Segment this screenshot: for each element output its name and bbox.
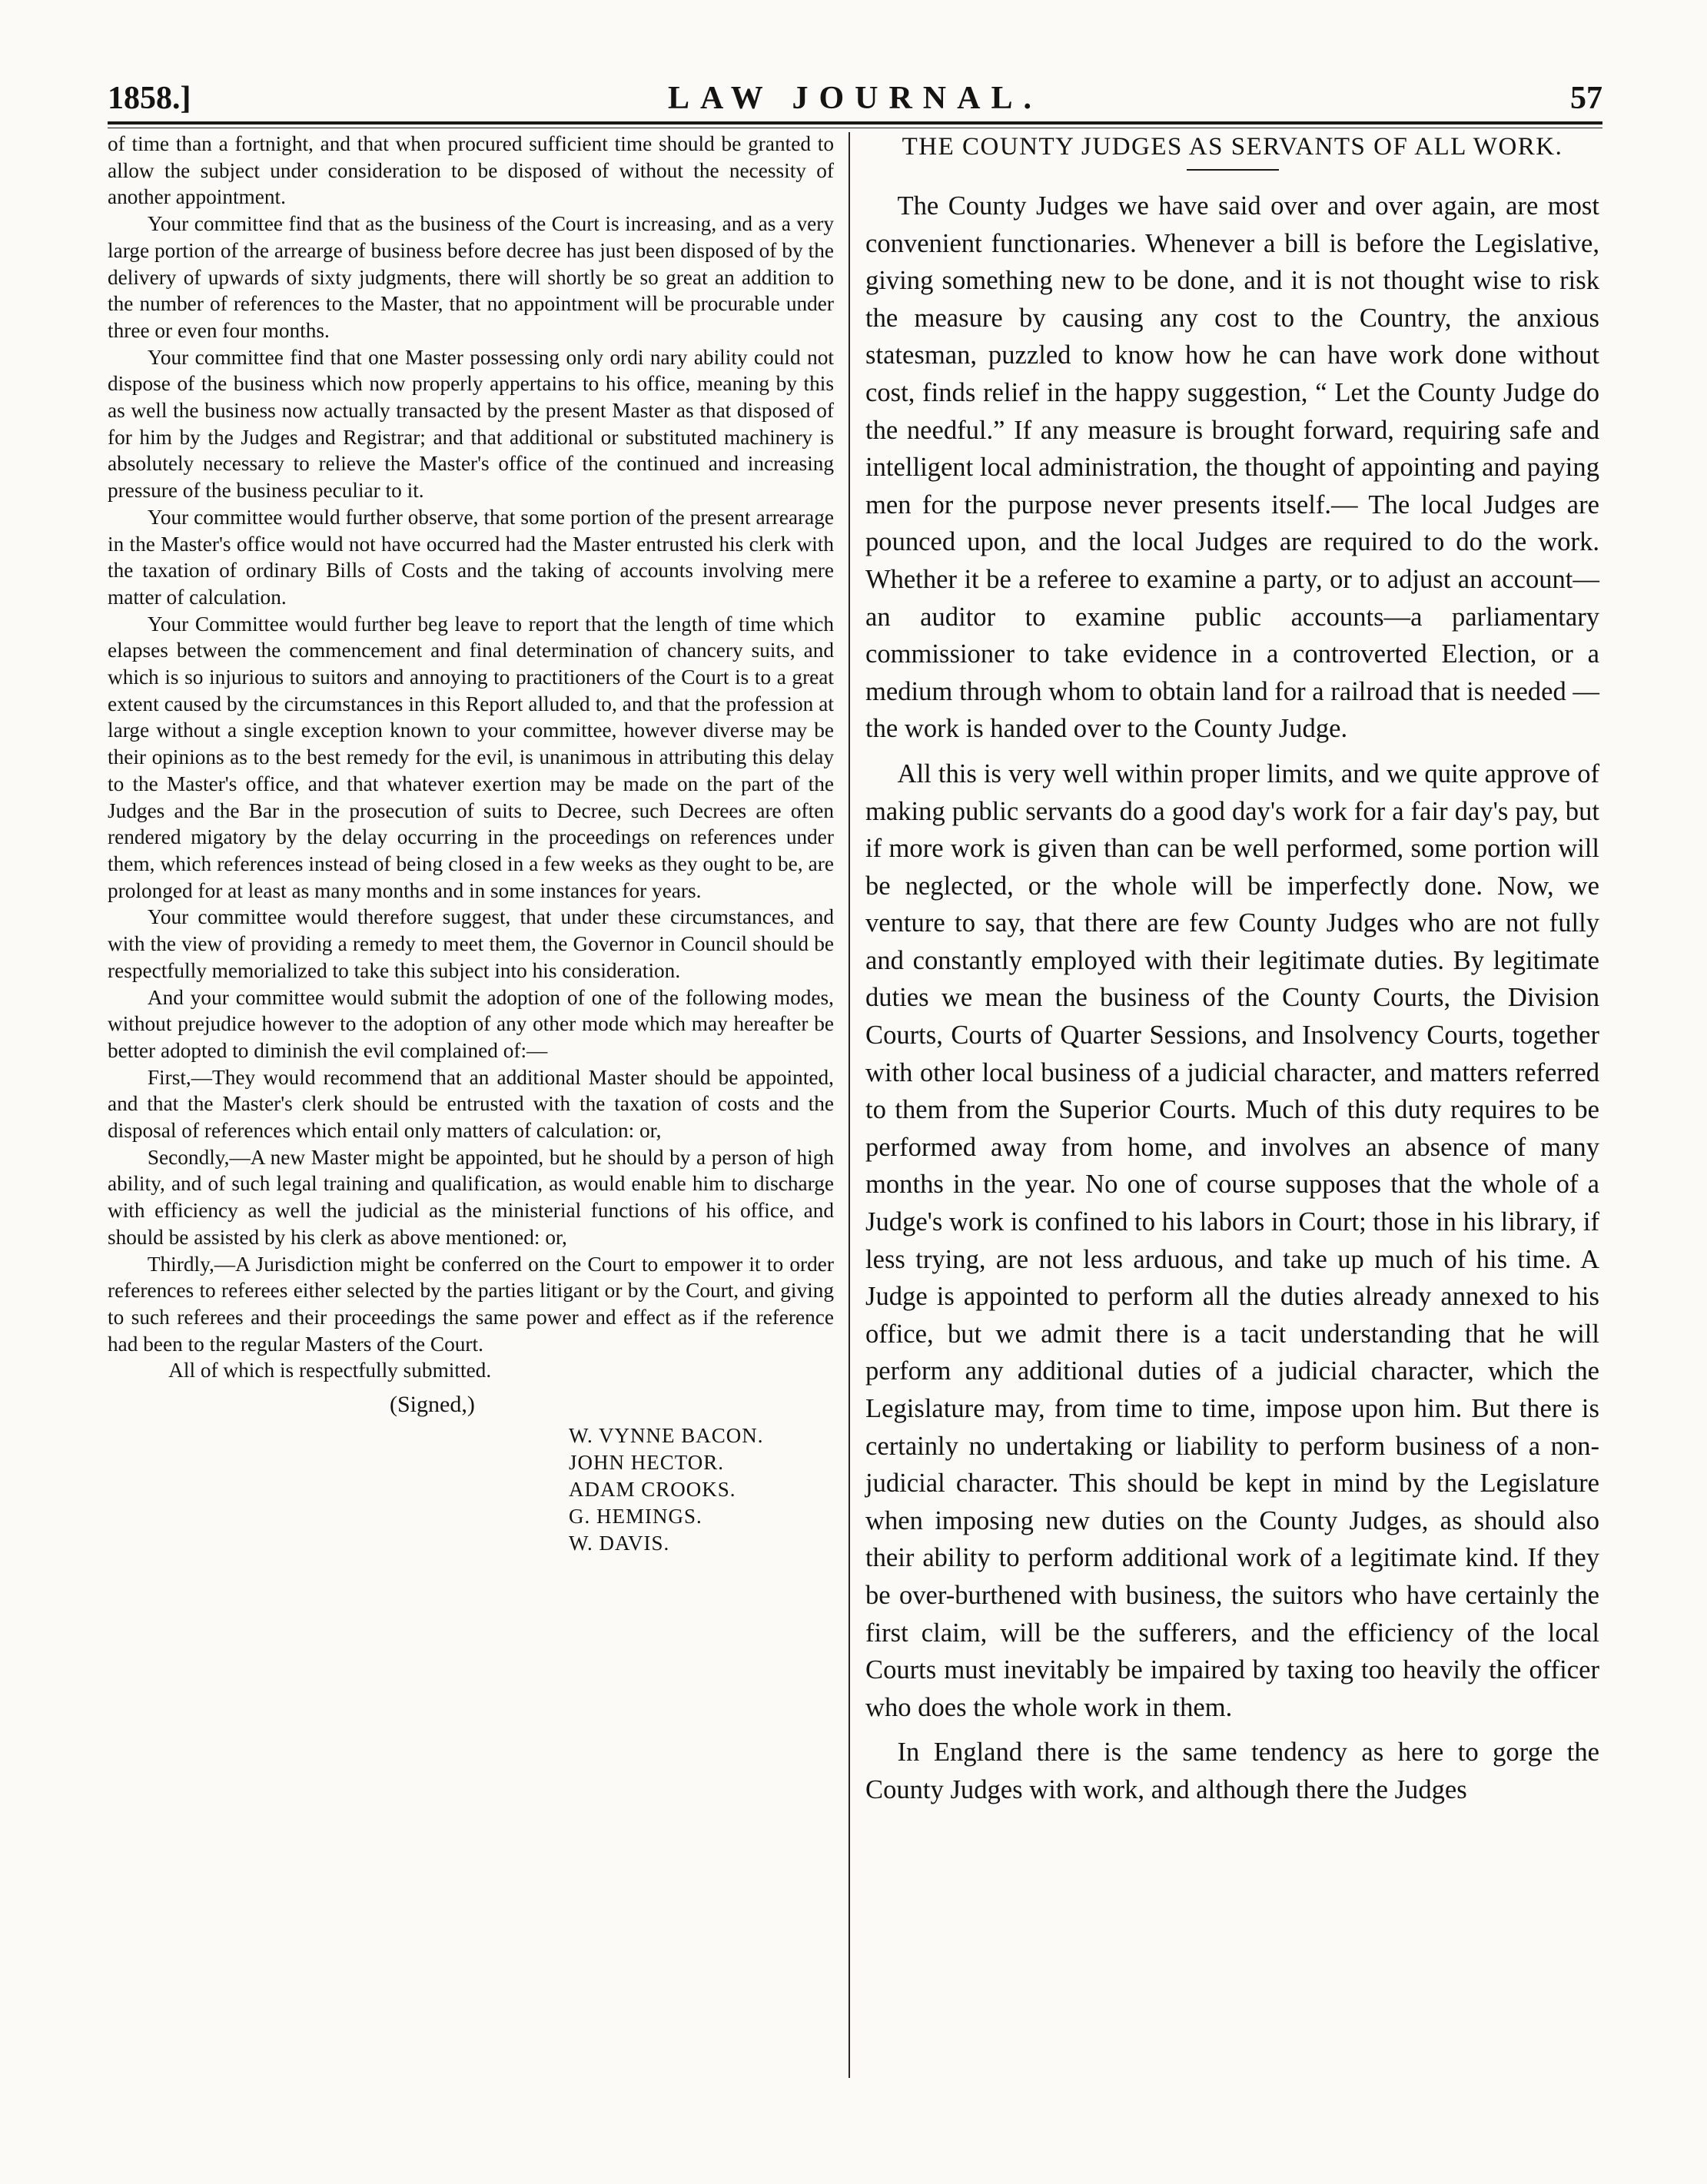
column-divider bbox=[849, 132, 850, 2078]
closing-line: All of which is respectfully submitted. bbox=[168, 1359, 492, 1382]
signer-name: W. VYNNE BACON. bbox=[569, 1424, 764, 1448]
left-column bbox=[108, 131, 834, 1584]
left-paragraph: Secondly,—A new Master might be appointed, but he should by a person of high ability, and of such legal training and qualification, as would enable him to discharge with efficiency as well the judicial as the ministerial functions of his office, and should be assisted by his clerk as above mentioned: or, bbox=[108, 1145, 834, 1249]
signed-label: (Signed,) bbox=[390, 1392, 475, 1418]
left-paragraph: Your committee would therefore suggest, that under these circumstances, and with the view of providing a remedy to meet them, the Governor in Council should be respectfully memorialized to take this subject into his consideration. bbox=[108, 905, 834, 982]
right-paragraph: The County Judges we have said over and over again, are most convenient functionaries. Whenever a bill is before the Legislative, giving something new to be done, and it is not thought wise to risk the measure by causing any cost to the Country, the anxious statesman, puzzled to know how he can have work done without cost, finds relief in the happy suggestion, “ Let the County Judge do the needful.” If any measure is brought forward, requiring safe and intelligent local administration, the thought of appointing and paying men for the purpose never presents itself.— The local Judges are pounced upon, and the local Judges are required to do the work. Whether it be a referee to examine a party, or to adjust an account—an auditor to examine public accounts—a parliamentary commissioner to take evidence in a controverted Election, or a medium through whom to obtain land for a railroad that is needed —the work is handed over to the County Judge. bbox=[865, 191, 1599, 744]
left-paragraph: Your committee would further observe, that some portion of the present arrearage in the Master's office would not have occurred had the Master entrusted his clerk with the taxation of ordinary Bills of Costs and the taking of accounts involving mere matter of calculation. bbox=[108, 505, 834, 609]
running-header bbox=[108, 80, 1602, 126]
page-number: 57 bbox=[1570, 81, 1602, 116]
left-paragraph: Your Committee would further beg leave to report that the length of time which elapses between the commencement and final determination of chancery suits, and which is so injurious to suitors and annoying to practitioners of the Court is to a great extent caused by the circumstances in this Report alluded to, and that the profession at large without a single exception known to your committee, however diverse may be their opinions as to the best remedy for the evil, is unanimous in attributing this delay to the Master's office, and that whatever exertion may be made on the part of the Judges and the Bar in the prosecution of suits to Decree, such Decrees are often rendered migatory by the delay occurring in the proceedings on references under them, which references instead of being closed in a few weeks as they ought to be, are prolonged for at least as many months and in some instances for years. bbox=[108, 612, 834, 902]
left-paragraph: And your committee would submit the adoption of one of the following modes, without prejudice however to the adoption of any other mode which may hereafter be better adopted to diminish the evil complained of:— bbox=[108, 985, 834, 1062]
header-year: 1858.] bbox=[108, 81, 191, 116]
heading-rule bbox=[1187, 169, 1279, 171]
left-paragraph: Thirdly,—A Jurisdiction might be conferred on the Court to empower it to order references to referees either selected by the parties litigant or by the Court, and giving to such referees and their proceedings the same power and effect as if the reference had been to the regular Masters of the Court. bbox=[108, 1252, 834, 1356]
journal-title: LAW JOURNAL. bbox=[668, 81, 1042, 116]
left-paragraph: Your committee find that as the business of the Court is increasing, and as a very large portion of the arrearge of business before decree has just been disposed of by the delivery of upwards of sixty judgments, there will shortly be so great an addition to the number of references to the Master, that no appointment will be procurable under three or even four months. bbox=[108, 212, 834, 342]
left-paragraph: Your committee find that one Master possessing only ordi nary ability could not dispose of the business which now properly appertains to his office, meaning by this as well the business now actually transacted by the present Master as that disposed of for him by the Judges and Registrar; and that additional or substituted machinery is absolutely necessary to relieve the Master's office of the continued and increasing pressure of the business peculiar to it. bbox=[108, 345, 834, 503]
signer-name: ADAM CROOKS. bbox=[569, 1478, 736, 1502]
signer-list bbox=[569, 1422, 764, 1557]
signer-name: G. HEMINGS. bbox=[569, 1505, 702, 1528]
right-paragraph: All this is very well within proper limits, and we quite approve of making public servants do a good day's work for a fair day's pay, but if more work is given than can be well performed, some portion will be neglected, or the whole will be imperfectly done. Now, we venture to say, that there are few County Judges who are not fully and constantly employed with their legitimate duties. By legitimate duties we mean the business of the County Courts, the Division Courts, Courts of Quarter Sessions, and Insolvency Courts, together with other local business of a judicial character, and matters referred to them from the Superior Courts. Much of this duty requires to be performed away from home, and involves an absence of many months in the year. No one of course supposes that the whole of a Judge's work is confined to his labors in Court; those in his library, if less trying, are not less arduous, and take up much of his time. A Judge is appointed to perform all the duties already annexed to his office, but we admit there is a tacit understanding that he will perform any additional duties of a judicial character, which the Legislature may, from time to time, impose upon him. But there is certainly no undertaking or liability to perform business of a non-judicial character. This should be kept in mind by the Legislature when imposing new duties on the County Judges, as should also their ability to perform additional work of a legitimate kind. If they be over-burthened with business, the suitors who have certainly the first claim, will be the sufferers, and the efficiency of the local Courts must inevitably be impaired by taxing too heavily the officer who does the whole work in them. bbox=[865, 758, 1599, 1722]
header-rule-thick bbox=[108, 121, 1602, 124]
right-paragraph: In England there is the same tendency as here to gorge the County Judges with work, and although there the Judges bbox=[865, 1738, 1599, 1804]
article-heading: THE COUNTY JUDGES AS SERVANTS OF ALL WORK. bbox=[902, 133, 1563, 161]
right-column bbox=[865, 131, 1599, 1817]
left-paragraph: of time than a fortnight, and that when procured sufficient time should be granted to allow the subject under consideration to be disposed of without the necessity of another appointment. bbox=[108, 132, 834, 209]
signature-block bbox=[108, 1384, 834, 1584]
signer-name: W. DAVIS. bbox=[569, 1532, 670, 1555]
left-paragraph: First,—They would recommend that an additional Master should be appointed, and that the Master's clerk should be entrusted with the taxation of costs and the disposal of references which entail only matters of calculation: or, bbox=[108, 1065, 834, 1143]
signer-name: JOHN HECTOR. bbox=[569, 1451, 725, 1475]
